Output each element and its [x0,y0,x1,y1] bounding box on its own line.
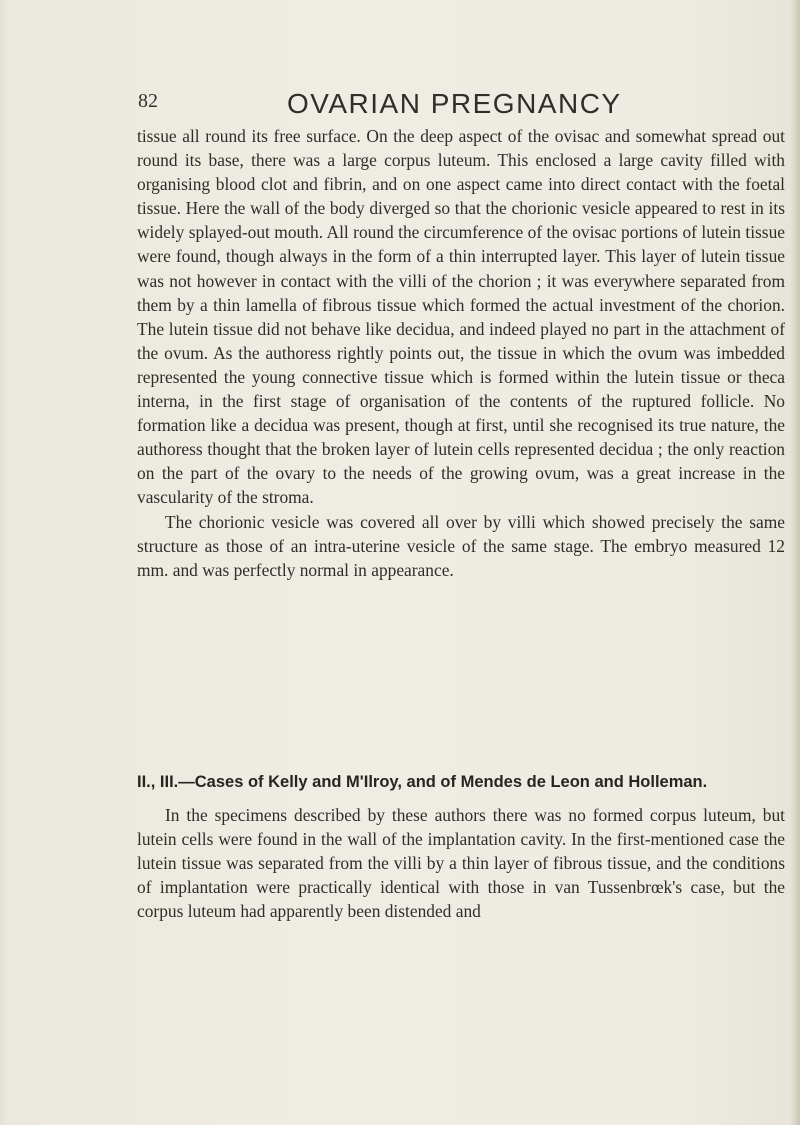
page-left-shadow [0,0,8,1125]
running-head: OVARIAN PREGNANCY [287,88,622,119]
paragraph-continuation: tissue all round its free surface. On the deep aspect of the ovisac and somewhat spread out round its base, there was a large corpus luteum. This enclosed a large cavity filled with organising blood clot and fibrin, and on one aspect came into direct contact with the foetal tissue. Here the wall of the body diverged so that the chorionic vesicle appeared to rest in its widely splayed-out mouth. All round the circumference of the ovisac portions of lutein tissue were found, though always in the form of a thin interrupted layer. This layer of lutein tissue was not however in contact with the villi of the chorion ; it was everywhere separated from them by a thin lamella of fibrous tissue which formed the actual investment of the chorion. The lutein tissue did not behave like decidua, and indeed played no part in the attachment of the ovum. As the authoress rightly points out, the tissue in which the ovum was imbedded represented the young connective tissue which is formed within the lutein tissue or theca interna, in the first stage of organisation of the contents of the ruptured follicle. No formation like a decidua was present, though at first, until she recognised its true nature, the authoress thought that the broken layer of lutein cells represented decidua ; the only reaction on the part of the ovary to the needs of the growing ovum, was a great increase in the vascularity of the stroma. [137,126,785,508]
page-number: 82 [138,90,158,112]
section-heading: II., III.—Cases of Kelly and M'Ilroy, and of Mendes de Leon and Holleman. [137,773,708,791]
section-text [137,803,785,923]
body-text [137,124,785,582]
paragraph-chorionic-vesicle: The chorionic vesicle was covered all over by villi which showed precisely the same structure as those of an intra-uterine vesicle of the same stage. The embryo measured 12 mm. and was perfectly normal in appearance. [137,511,785,580]
section-paragraph: In the specimens described by these authors there was no formed corpus luteum, but lutein cells were found in the wall of the implantation cavity. In the first-mentioned case the lutein tissue was separated from the villi by a thin layer of fibrous tissue, and the conditions of implantation were practically identical with those in van Tussenbrœk's case, but the corpus luteum had apparently been distended and [137,805,785,922]
page-right-edge [790,0,800,1125]
